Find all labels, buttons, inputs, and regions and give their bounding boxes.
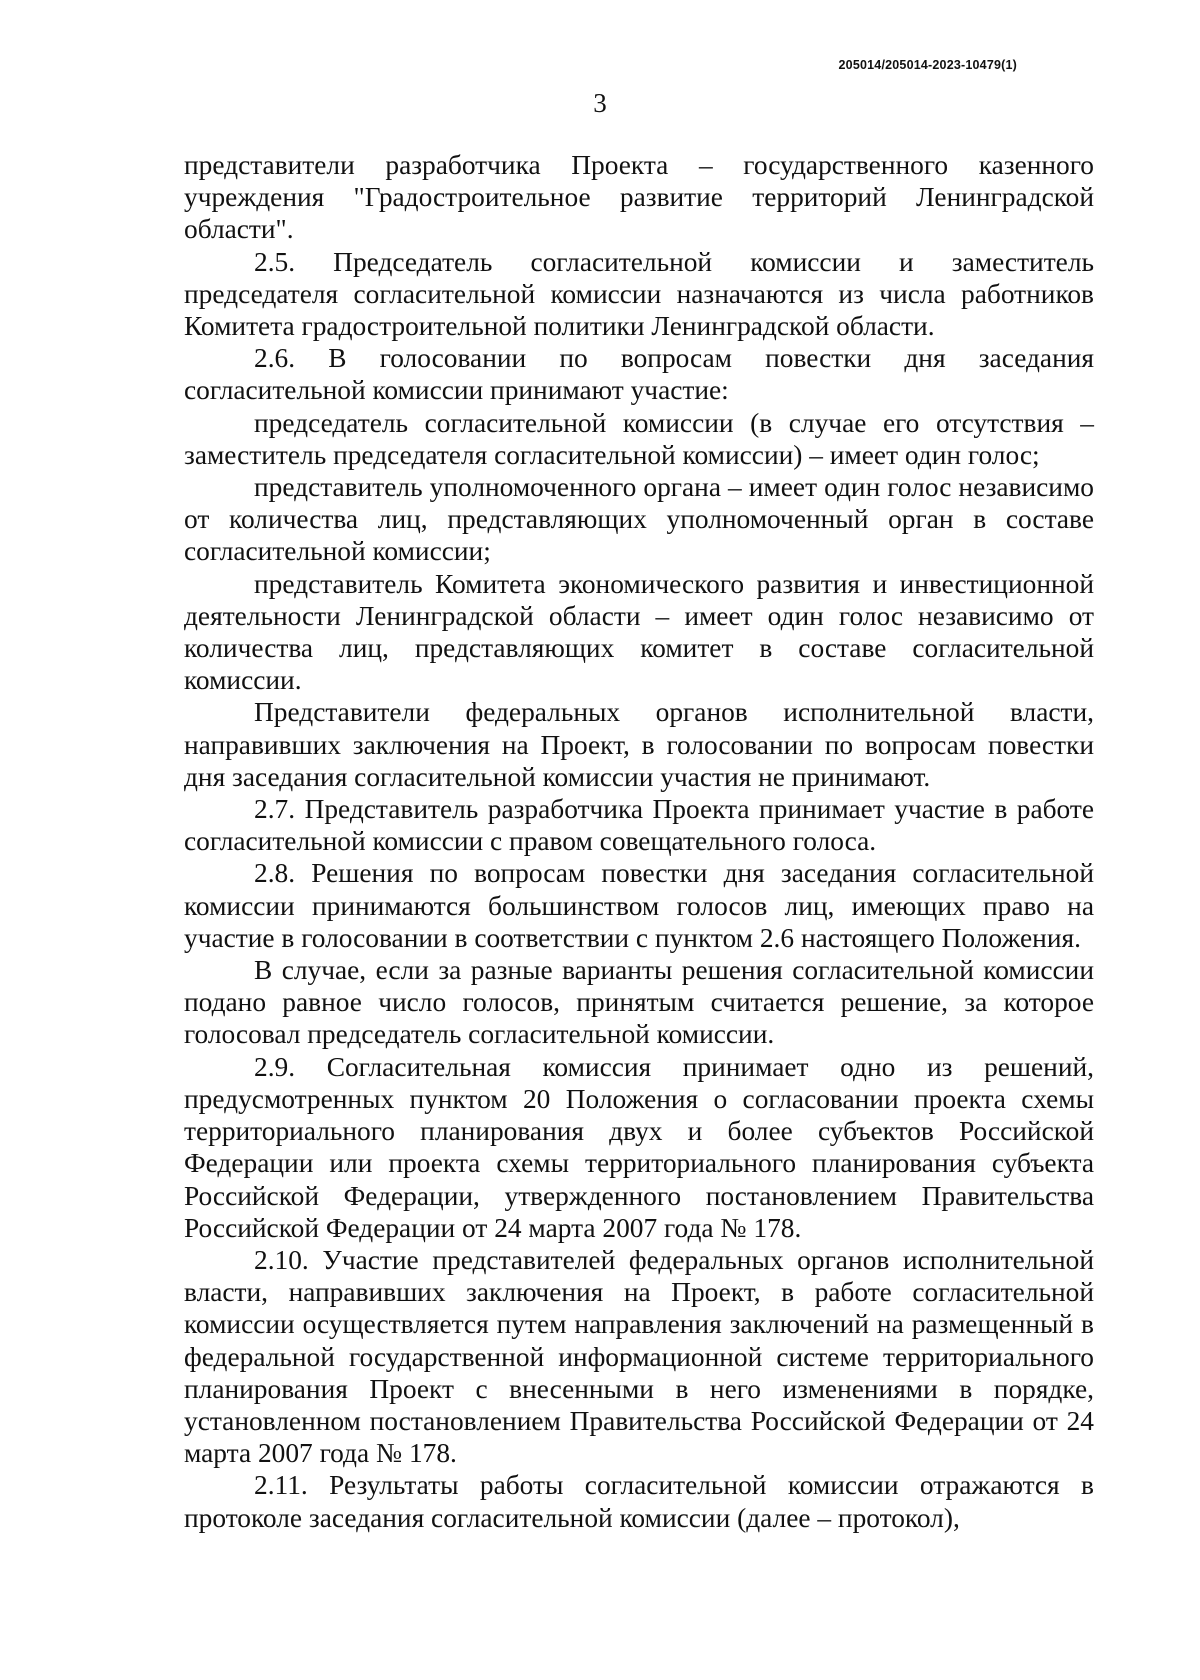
- paragraph-federal-representatives: Представители федеральных органов исполнительной власти, направивших заключения на Проект, в голосовании по вопросам повестки дня заседания согласительной комиссии участия не принимают.: [184, 697, 1094, 792]
- paragraph-2-7: 2.7. Представитель разработчика Проекта принимает участие в работе согласительной комиссии с правом совещательного голоса.: [184, 794, 1094, 857]
- paragraph-continuation: представители разработчика Проекта – государственного казенного учреждения "Градостроительное развитие территорий Ленинградской области".: [184, 150, 1094, 245]
- document-body: [184, 149, 1094, 1534]
- paragraph-2-6: 2.6. В голосовании по вопросам повестки дня заседания согласительной комиссии принимают участие:: [184, 343, 1094, 406]
- paragraph-2-11: 2.11. Результаты работы согласительной комиссии отражаются в протоколе заседания согласительной комиссии (далее – протокол),: [184, 1470, 1094, 1533]
- paragraph-2-5: 2.5. Председатель согласительной комиссии и заместитель председателя согласительной комиссии назначаются из числа работников Комитета градостроительной политики Ленинградской области.: [184, 246, 1094, 342]
- paragraph-voter-economic-committee: представитель Комитета экономического развития и инвестиционной деятельности Ленинградской области – имеет один голос независимо от количества лиц, представляющих комитет в составе согласительной комиссии.: [184, 568, 1094, 696]
- page-number: 3: [593, 88, 607, 118]
- paragraph-2-10: 2.10. Участие представителей федеральных органов исполнительной власти, направивших заключения на Проект, в работе согласительной комиссии осуществляется путем направления заключений на размещенный в федеральной государственной информационной системе территориального планирования Проект с внесенными в него изменениями в порядке, установленном постановлением Правительства Российской Федерации от 24 марта 2007 года № 178.: [184, 1244, 1094, 1469]
- paragraph-voter-authorized-body: представитель уполномоченного органа – имеет один голос независимо от количества лиц, представляющих уполномоченный орган в составе согласительной комиссии;: [184, 472, 1094, 567]
- paragraph-2-8: 2.8. Решения по вопросам повестки дня заседания согласительной комиссии принимаются большинством голосов лиц, имеющих право на участие в голосовании в соответствии с пунктом 2.6 настоящего Положения.: [184, 858, 1094, 953]
- paragraph-2-9: 2.9. Согласительная комиссия принимает одно из решений, предусмотренных пунктом 20 Положения о согласовании проекта схемы территориального планирования двух и более субъектов Российской Федерации или проекта схемы территориального планирования субъекта Российской Федерации, утвержденного постановлением Правительства Российской Федерации от 24 марта 2007 года № 178.: [184, 1051, 1094, 1243]
- paragraph-voter-chairman: председатель согласительной комиссии (в случае его отсутствия – заместитель председателя согласительной комиссии) – имеет один голос;: [184, 407, 1094, 470]
- paragraph-tie-vote: В случае, если за разные варианты решения согласительной комиссии подано равное число голосов, принятым считается решение, за которое голосовал председатель согласительной комиссии.: [184, 955, 1094, 1050]
- document-id: 205014/205014-2023-10479(1): [838, 58, 1017, 72]
